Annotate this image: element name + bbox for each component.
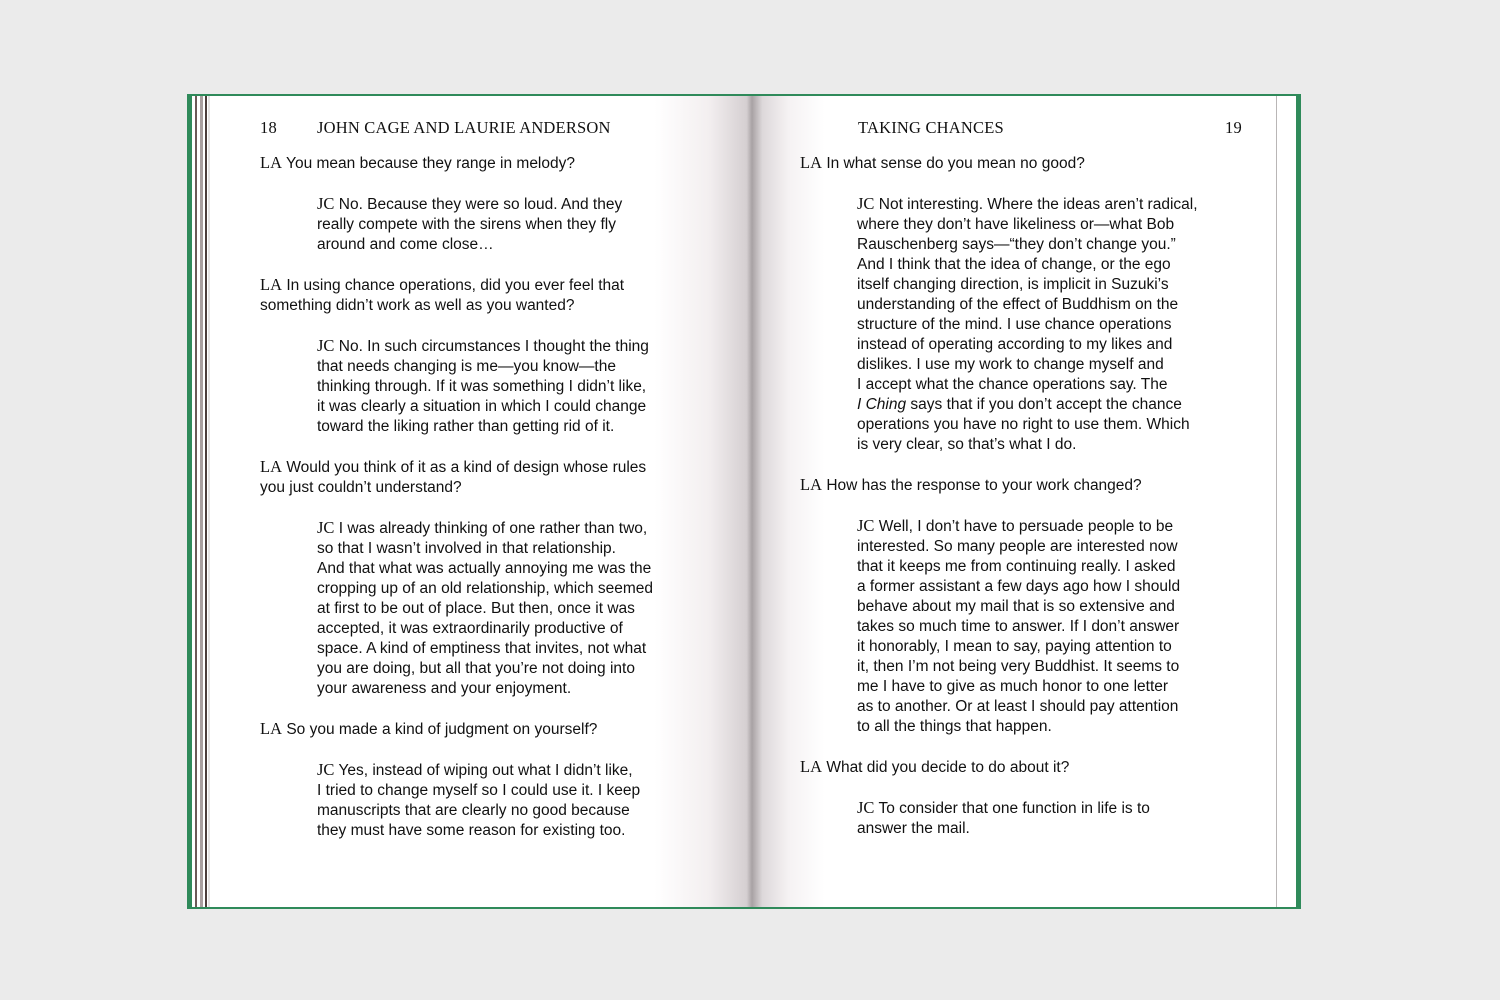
text-line: at first to be out of place. But then, once it was: [317, 600, 635, 617]
text-line: around and come close…: [317, 236, 494, 253]
page-edge: [195, 96, 197, 907]
text-line: No. In such circumstances I thought the thing: [338, 338, 649, 355]
text-line: manuscripts that are clearly no good because: [317, 802, 630, 819]
speaker-initials: JC: [857, 516, 875, 535]
question-paragraph: [800, 757, 1270, 778]
text-line: that it keeps me from continuing really. I asked: [857, 558, 1176, 575]
speaker-initials: LA: [800, 475, 822, 494]
text-line: Not interesting. Where the ideas aren’t radical,: [878, 196, 1198, 213]
running-head-right: TAKING CHANCES: [858, 118, 1004, 137]
page-edge: [200, 96, 203, 907]
answer-paragraph: [857, 516, 1270, 737]
question-paragraph: [800, 153, 1270, 174]
speaker-initials: JC: [317, 194, 335, 213]
text-line: Rauschenberg says—“they don’t change you.”: [857, 236, 1176, 253]
text-line: accepted, it was extraordinarily productive of: [317, 620, 623, 637]
text-line: behave about my mail that is so extensive and: [857, 598, 1175, 615]
text-line: they must have some reason for existing too.: [317, 822, 626, 839]
page-number-right: 19: [1225, 118, 1242, 137]
question-paragraph: [800, 475, 1270, 496]
text-line: What did you decide to do about it?: [826, 759, 1070, 776]
text-line: as to another. Or at least I should pay attention: [857, 698, 1179, 715]
text-line: In what sense do you mean no good?: [826, 155, 1085, 172]
text-line: And that what was actually annoying me was the: [317, 560, 652, 577]
text-line: it was clearly a situation in which I could change: [317, 398, 647, 415]
text-line: Would you think of it as a kind of design whose rules: [286, 459, 647, 476]
text-line: structure of the mind. I use chance operations: [857, 316, 1172, 333]
page-edge: [205, 96, 207, 907]
text-line: to all the things that happen.: [857, 718, 1052, 735]
text-line: toward the liking rather than getting rid of it.: [317, 418, 615, 435]
text-line: Well, I don’t have to persuade people to be: [878, 518, 1174, 535]
question-paragraph: [260, 153, 740, 174]
text-line: it honorably, I mean to say, paying attention to: [857, 638, 1172, 655]
open-book: [192, 96, 1296, 907]
question-paragraph: [260, 275, 740, 316]
answer-paragraph: [857, 194, 1270, 455]
speaker-initials: LA: [260, 275, 282, 294]
speaker-initials: JC: [317, 760, 335, 779]
text-line: you are doing, but all that you’re not doing into: [317, 660, 635, 677]
text-line: itself changing direction, is implicit in Suzuki’s: [857, 276, 1169, 293]
text-line: that needs changing is me—you know—the: [317, 358, 616, 375]
text-line: dislikes. I use my work to change myself and: [857, 356, 1164, 373]
speaker-initials: LA: [260, 719, 282, 738]
text-line: you just couldn’t understand?: [260, 479, 462, 496]
question-paragraph: [260, 457, 740, 498]
speaker-initials: JC: [857, 194, 875, 213]
answer-paragraph: [317, 518, 740, 699]
text-line: answer the mail.: [857, 820, 970, 837]
left-page-body: [260, 153, 740, 861]
answer-paragraph: [317, 336, 740, 437]
text-line: You mean because they range in melody?: [286, 155, 575, 172]
text-line: I tried to change myself so I could use it. I keep: [317, 782, 641, 799]
text-line: where they don’t have likeliness or—what Bob: [857, 216, 1175, 233]
question-paragraph: [260, 719, 740, 740]
speaker-initials: LA: [800, 757, 822, 776]
book-title: I Ching: [857, 396, 907, 413]
text-line: I was already thinking of one rather than two,: [338, 520, 648, 537]
text-line: instead of operating according to my likes and: [857, 336, 1173, 353]
text-line: To consider that one function in life is to: [878, 800, 1150, 817]
running-head-left: JOHN CAGE AND LAURIE ANDERSON: [317, 118, 611, 137]
text-line: so that I wasn’t involved in that relationship.: [317, 540, 616, 557]
speaker-initials: JC: [317, 518, 335, 537]
speaker-initials: LA: [800, 153, 822, 172]
text-line: takes so much time to answer. If I don’t answer: [857, 618, 1180, 635]
text-line: How has the response to your work changed?: [826, 477, 1142, 494]
text-line: And I think that the idea of change, or the ego: [857, 256, 1171, 273]
text-line: understanding of the effect of Buddhism on the: [857, 296, 1179, 313]
text-line: says that if you don’t accept the chance: [906, 396, 1182, 413]
page-number-left: 18: [260, 118, 277, 137]
answer-paragraph: [857, 798, 1270, 839]
text-line: your awareness and your enjoyment.: [317, 680, 572, 697]
text-line: it, then I’m not being very Buddhist. It seems to: [857, 658, 1180, 675]
text-line: thinking through. If it was something I didn’t like,: [317, 378, 647, 395]
text-line: Yes, instead of wiping out what I didn’t like,: [338, 762, 633, 779]
page-edge: [208, 96, 210, 907]
speaker-initials: LA: [260, 457, 282, 476]
speaker-initials: LA: [260, 153, 282, 172]
page-edge: [1276, 96, 1277, 907]
text-line: a former assistant a few days ago how I should: [857, 578, 1181, 595]
text-line: really compete with the sirens when they fly: [317, 216, 616, 233]
text-line: something didn’t work as well as you wanted?: [260, 297, 575, 314]
left-page: [211, 96, 752, 907]
text-line: me I have to give as much honor to one letter: [857, 678, 1169, 695]
text-line: So you made a kind of judgment on yourself?: [286, 721, 598, 738]
text-line: No. Because they were so loud. And they: [338, 196, 623, 213]
answer-paragraph: [317, 760, 740, 841]
text-line: is very clear, so that’s what I do.: [857, 436, 1077, 453]
speaker-initials: JC: [317, 336, 335, 355]
text-line: cropping up of an old relationship, which seemed: [317, 580, 654, 597]
right-page-body: [800, 153, 1270, 859]
text-line: In using chance operations, did you ever feel that: [286, 277, 625, 294]
answer-paragraph: [317, 194, 740, 255]
text-line: I accept what the chance operations say. The: [857, 376, 1168, 393]
right-page: [752, 96, 1272, 907]
text-line: space. A kind of emptiness that invites, not what: [317, 640, 647, 657]
speaker-initials: JC: [857, 798, 875, 817]
text-line: interested. So many people are interested now: [857, 538, 1178, 555]
text-line: operations you have no right to use them. Which: [857, 416, 1190, 433]
